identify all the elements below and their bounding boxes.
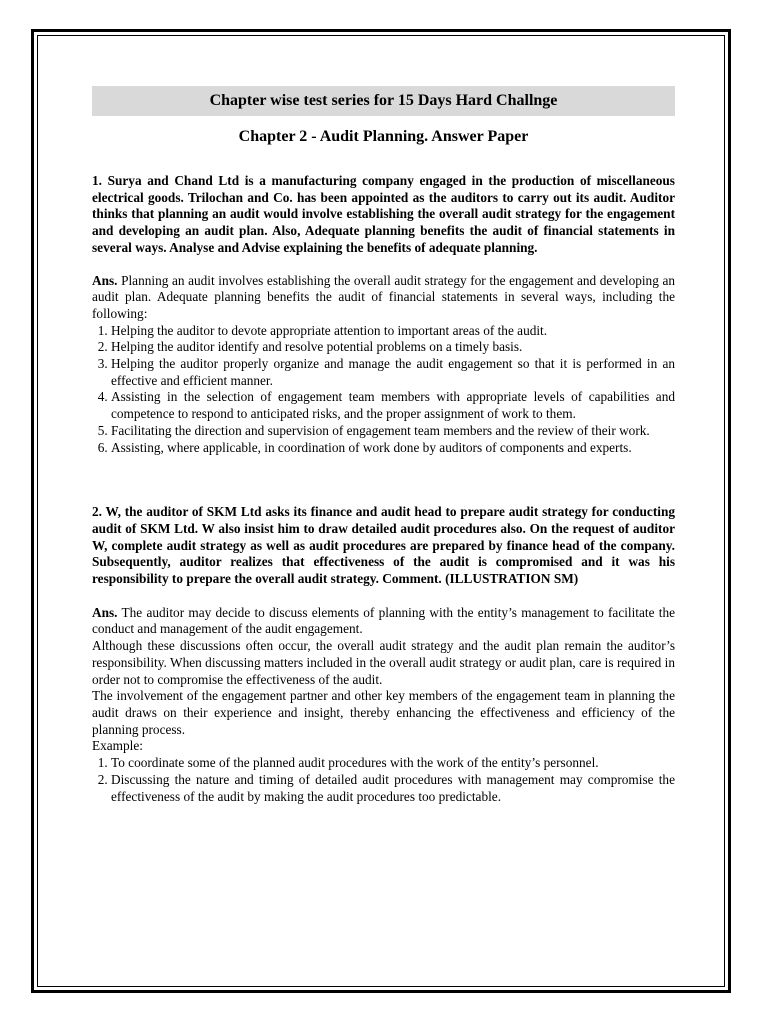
answer-2-list [92,755,675,805]
list-item: 3. Helping the auditor properly organize and manage the audit engagement so that it is performed in an effective and efficient manner. [111,356,675,389]
answer-2-para-2: Although these discussions often occur, the overall audit strategy and the audit plan remain the auditor’s responsibility. When discussing matters included in the overall audit strategy or audit plan, care is required in order not to compromise the effectiveness of the audit. [92,638,675,687]
answer-2-intro [92,605,675,638]
list-item: 2. Discussing the nature and timing of detailed audit procedures with management may compromise the effectiveness of the audit by making the audit procedures too predictable. [111,772,675,805]
list-item: 1. Helping the auditor to devote appropriate attention to important areas of the audit. [111,323,675,340]
answer-label: Ans. [92,604,118,620]
list-item: 4. Assisting in the selection of engagement team members with appropriate levels of capabilities and competence to respond to anticipated risks, and the proper assignment of work to them. [111,389,675,422]
list-item: 2. Helping the auditor identify and resolve potential problems on a timely basis. [111,339,675,356]
answer-2-text: The auditor may decide to discuss elements of planning with the entity’s management to facilitate the conduct and management of the audit engagement. [92,604,675,637]
page-title: Chapter wise test series for 15 Days Hard Challnge [92,86,675,116]
list-item: 5. Facilitating the direction and supervision of engagement team members and the review of their work. [111,423,675,440]
answer-2-para-3: The involvement of the engagement partner and other key members of the engagement team in planning the audit draws on their experience and insight, thereby enhancing the effectiveness and efficiency of the planning process. [92,688,675,737]
answer-1-text: Planning an audit involves establishing the overall audit strategy for the engagement and developing an audit plan. Adequate planning benefits the audit of financial statements in several ways, including the following: [92,272,675,321]
answer-label: Ans. [92,272,118,288]
answer-1-list [92,323,675,457]
page-subtitle: Chapter 2 - Audit Planning. Answer Paper [238,128,529,145]
question-2: 2. W, the auditor of SKM Ltd asks its finance and audit head to prepare audit strategy for conducting audit of SKM Ltd. W also insist him to draw detailed audit procedures also. On the request of auditor W, complete audit strategy as well as audit procedures are prepared by finance head of the company. Subsequently, auditor realizes that effectiveness of the audit is compromised and it was his responsibility to prepare the overall audit strategy. Comment. (ILLUSTRATION SM) [92,504,675,587]
answer-1-intro [92,273,675,323]
question-1: 1. Surya and Chand Ltd is a manufacturing company engaged in the production of miscellaneous electrical goods. Trilochan and Co. has been appointed as the auditors to carry out its audit. Auditor thinks that planning an audit would involve establishing the overall audit strategy for the engagement and developing an audit plan. Also, Adequate planning benefits the audit of financial statements in several ways. Analyse and Advise explaining the benefits of adequate planning. [92,173,675,255]
list-item: 1. To coordinate some of the planned audit procedures with the work of the entity’s personnel. [111,755,675,772]
document-content [92,86,675,805]
list-item: 6. Assisting, where applicable, in coordination of work done by auditors of components and experts. [111,440,675,457]
example-label: Example: [92,738,143,754]
